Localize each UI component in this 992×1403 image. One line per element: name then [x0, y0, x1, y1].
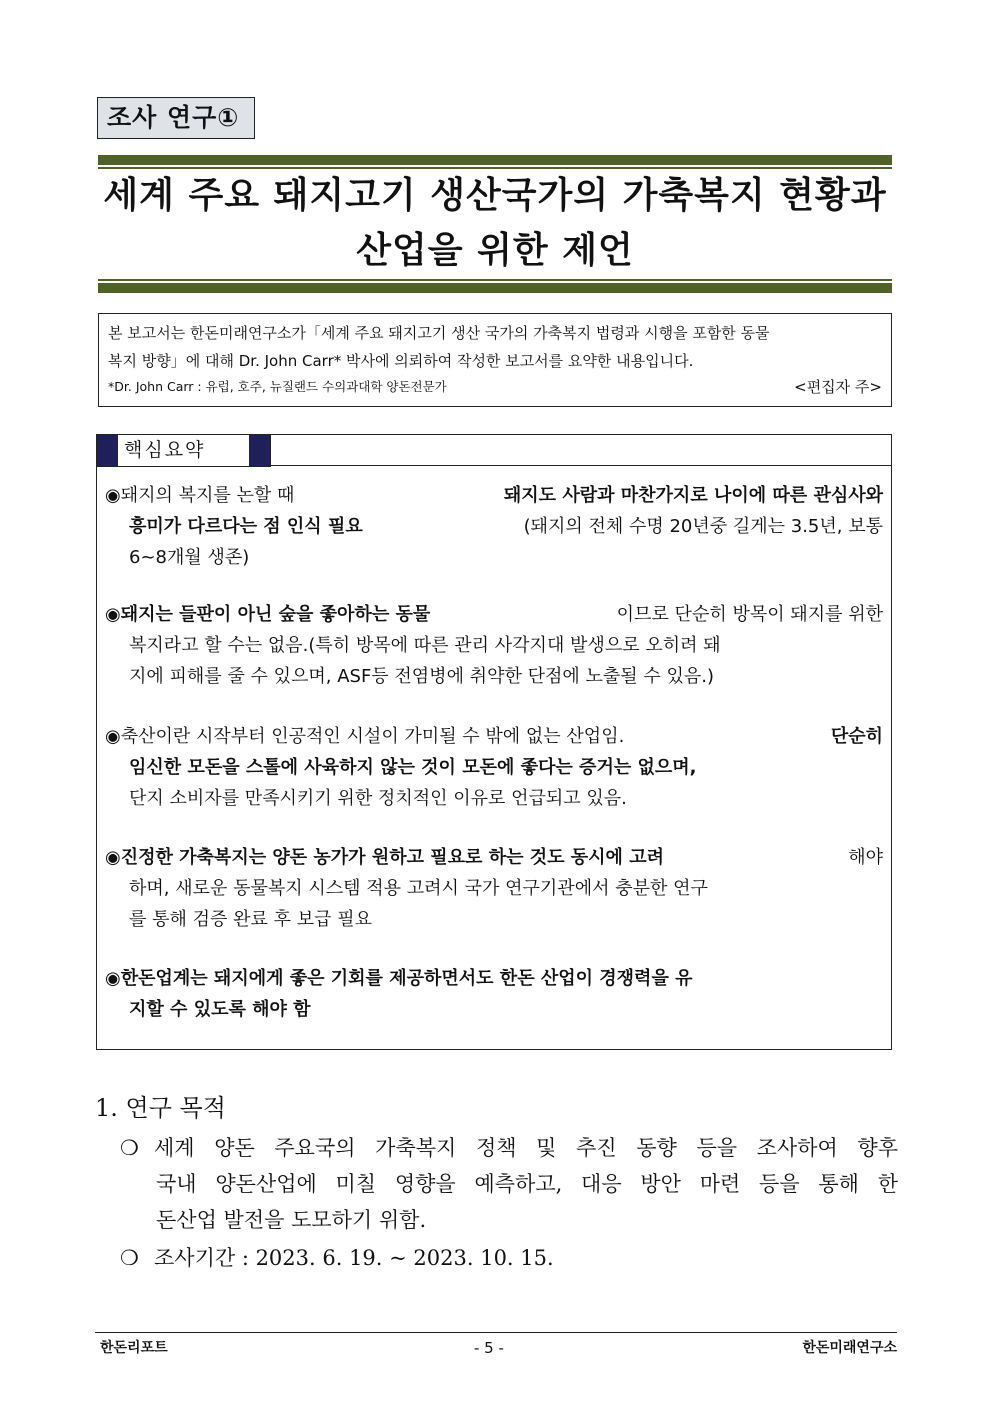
- section-tag: 조사 연구①: [97, 97, 255, 139]
- bullet-icon: ◉: [105, 726, 121, 747]
- page-number: - 5 -: [474, 1339, 504, 1357]
- footer-rule: [95, 1332, 897, 1333]
- title-rule-top: [98, 155, 892, 165]
- summary-item-1: ◉돼지의 복지를 논할 때 돼지도 사람과 마찬가지로 나이에 따른 관심사와 흥미가 다르다는 점 인식 필요 (돼지의 전체 수명 20년중 길게는 3.5년, 보통 6~8개월 생존): [105, 485, 883, 568]
- intro-line-1: 본 보고서는 한돈미래연구소가「세계 주요 돼지고기 생산 국가의 가축복지 법령과 시행을 포함한 동물: [108, 324, 770, 342]
- circle-bullet-icon: ❍: [120, 1136, 139, 1160]
- intro-line-2: 복지 방향」에 대해 Dr. John Carr* 박사에 의뢰하여 작성한 보고서를 요약한 내용입니다.: [108, 352, 694, 370]
- bullet-icon: ◉: [105, 604, 121, 625]
- summary-header-right-block: [249, 435, 270, 466]
- section-1-title: 1. 연구 목적: [95, 1094, 226, 1122]
- title-line-1: 세계 주요 돼지고기 생산국가의 가축복지 현황과: [103, 175, 887, 216]
- intro-note-row: [108, 375, 882, 399]
- summary-header: [97, 435, 271, 467]
- summary-item-3: ◉축산이란 시작부터 인공적인 시설이 가미될 수 밖에 없는 산업임. 단순히 임신한 모돈을 스톨에 사육하지 않는 것이 모돈에 좋다는 증거는 없으며, 단지 소비자를 만족시키기 위한 정치적인 이유로 언급되고 있음.: [105, 726, 883, 809]
- summary-item-4: ◉진정한 가축복지는 양돈 농가가 원하고 필요로 하는 것도 동시에 고려 해야 하며, 새로운 동물복지 시스템 적용 고려시 국가 연구기관에서 충분한 연구 를 통해 검증 완료 후 보급 필요: [105, 847, 883, 930]
- page-title: [98, 168, 892, 278]
- title-rule-bottom: [98, 283, 892, 293]
- bullet-icon: ◉: [105, 485, 121, 506]
- purpose-paragraph-2: [120, 1240, 898, 1276]
- summary-item-2: ◉돼지는 들판이 아닌 숲을 좋아하는 동물 이므로 단순히 방목이 돼지를 위한 복지라고 할 수는 없음.(특히 방목에 따른 관리 사각지대 발생으로 오히려 돼 지에 피해를 줄 수 있으며, ASF등 전염병에 취약한 단점에 노출될 수 있음.): [105, 604, 883, 687]
- bullet-icon: ◉: [105, 847, 121, 868]
- circle-bullet-icon: ❍: [120, 1246, 139, 1270]
- bullet-icon: ◉: [105, 968, 121, 989]
- footer-publication: 한돈리포트: [100, 1340, 168, 1356]
- footer-institute: 한돈미래연구소: [802, 1340, 897, 1356]
- editor-note: <편집자 주>: [794, 378, 882, 396]
- title-line-2: 산업을 위한 제언: [356, 230, 634, 271]
- survey-period: 조사기간 : 2023. 6. 19. ~ 2023. 10. 15.: [154, 1246, 554, 1270]
- summary-header-rule: [271, 465, 891, 466]
- purpose-paragraph-1: ❍ 세계 양돈 주요국의 가축복지 정책 및 추진 동향 등을 조사하여 향후 국내 양돈산업에 미칠 영향을 예측하고, 대응 방안 마련 등을 통해 한 돈산업 발전을 도모하기 위함.: [120, 1130, 898, 1238]
- intro-box: [98, 313, 892, 407]
- summary-heading: 핵심요약: [124, 439, 206, 461]
- intro-footnote: *Dr. John Carr : 유럽, 호주, 뉴질랜드 수의과대학 양돈전문가: [108, 379, 447, 394]
- summary-header-left-block: [97, 435, 118, 466]
- summary-item-5: ◉한돈업계는 돼지에게 좋은 기회를 제공하면서도 한돈 산업이 경쟁력을 유 지할 수 있도록 해야 함: [105, 968, 693, 1020]
- title-rule-bottom-thin: [98, 279, 892, 281]
- key-summary-box: [96, 434, 892, 1050]
